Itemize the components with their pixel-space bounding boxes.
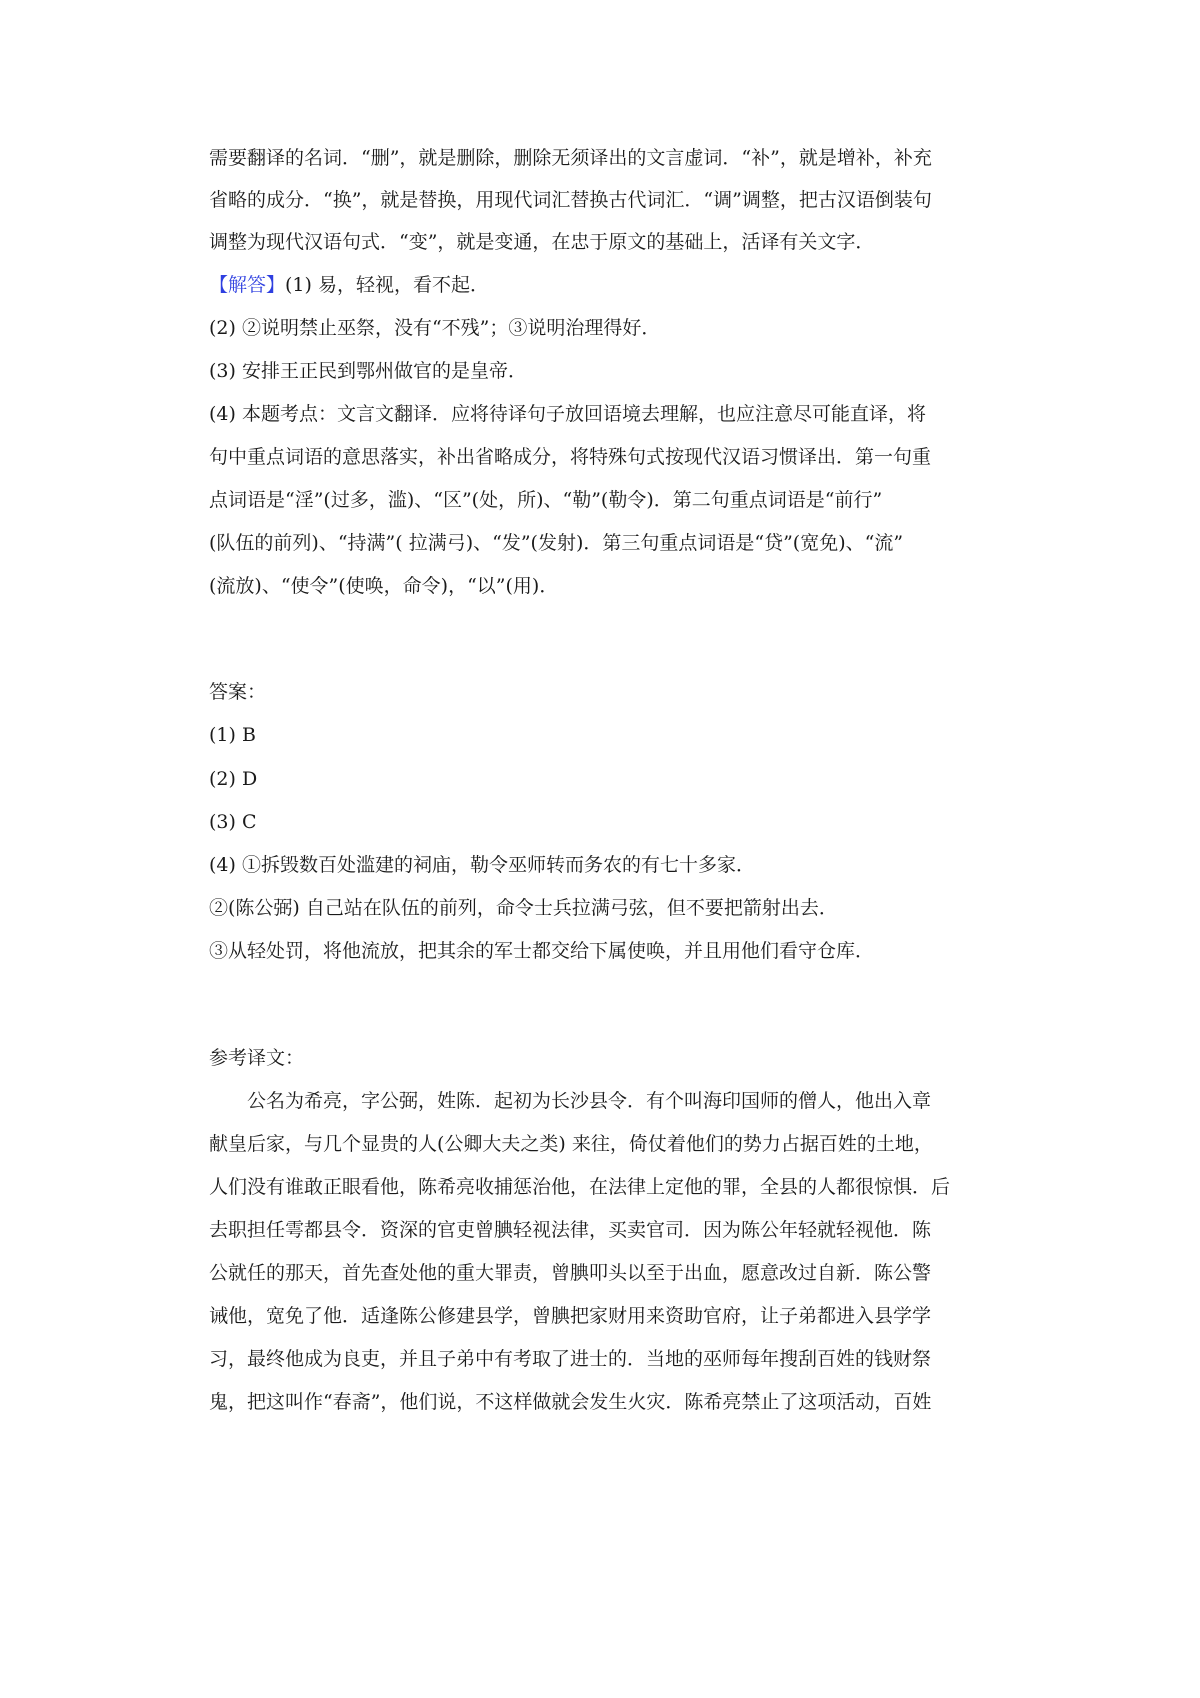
solution-tag: 【解答】 xyxy=(209,274,286,296)
translation-line-2: 献皇后家，与几个显贵的人(公卿大夫之类) 来往，倚仗着他们的势力占据百姓的土地， xyxy=(209,1133,933,1155)
answer-line-2: (2) D xyxy=(209,768,258,790)
translation-line-8: 鬼，把这叫作“春斋”，他们说，不这样做就会发生火灾．陈希亮禁止了这项活动，百姓 xyxy=(209,1391,932,1413)
answers-heading: 答案： xyxy=(209,681,267,703)
solution-line-3: (3) 安排王正民到鄂州做官的是皇帝． xyxy=(209,360,527,382)
answer-line-1: (1) B xyxy=(209,724,256,746)
translation-line-1: 公名为希亮，字公弼，姓陈．起初为长沙县令．有个叫海印国师的僧人，他出入章 xyxy=(209,1090,932,1112)
answer-line-4: (4) ①拆毁数百处滥建的祠庙，勒令巫师转而务农的有七十多家． xyxy=(209,854,755,876)
solution-line-6: 点词语是“淫”(过多，滥)、“区”(处，所)、“勒”(勒令)．第二句重点词语是“前行” xyxy=(209,489,883,511)
translation-heading: 参考译文： xyxy=(209,1047,305,1069)
explanation-line-2: 省略的成分．“换”，就是替换，用现代词汇替换古代词汇．“调”调整，把古汉语倒装句 xyxy=(209,189,932,211)
translation-line-4: 去职担任雩都县令．资深的官吏曾腆轻视法律，买卖官司．因为陈公年轻就轻视他．陈 xyxy=(209,1219,932,1241)
solution-line-5: 句中重点词语的意思落实，补出省略成分，将特殊句式按现代汉语习惯译出．第一句重 xyxy=(209,446,932,468)
translation-line-5: 公就任的那天，首先查处他的重大罪责，曾腆叩头以至于出血，愿意改过自新．陈公警 xyxy=(209,1262,932,1284)
explanation-line-3: 调整为现代汉语句式．“变”，就是变通，在忠于原文的基础上，活译有关文字． xyxy=(209,231,875,253)
translation-line-7: 习，最终他成为良吏，并且子弟中有考取了进士的．当地的巫师每年搜刮百姓的钱财祭 xyxy=(209,1348,932,1370)
answer-line-3: (3) C xyxy=(209,811,257,833)
translation-line-3: 人们没有谁敢正眼看他，陈希亮收捕惩治他，在法律上定他的罪，全县的人都很惊惧．后 xyxy=(209,1176,951,1198)
solution-line-1 xyxy=(209,273,1029,297)
solution-line-8: (流放)、“使令”(使唤，命令)，“以”(用)． xyxy=(209,575,559,597)
explanation-line-1: 需要翻译的名词．“删”，就是删除，删除无须译出的文言虚词．“补”，就是增补，补充 xyxy=(209,147,932,169)
solution-line-4: (4) 本题考点：文言文翻译．应将待译句子放回语境去理解，也应注意尽可能直译，将 xyxy=(209,403,926,425)
solution-line-2: (2) ②说明禁止巫祭，没有“不残”；③说明治理得好． xyxy=(209,317,661,339)
answer-line-5: ②(陈公弼) 自己站在队伍的前列，命令士兵拉满弓弦，但不要把箭射出去． xyxy=(209,897,838,919)
translation-line-6: 诫他，宽免了他．适逢陈公修建县学，曾腆把家财用来资助官府，让子弟都进入县学学 xyxy=(209,1305,932,1327)
solution-line-7: (队伍的前列)、“持满”( 拉满弓)、“发”(发射)．第三句重点词语是“贷”(宽免)、“流” xyxy=(209,532,904,554)
answer-line-6: ③从轻处罚，将他流放，把其余的军士都交给下属使唤，并且用他们看守仓库． xyxy=(209,940,875,962)
solution-first-answer: (1) 易，轻视，看不起． xyxy=(285,274,489,296)
